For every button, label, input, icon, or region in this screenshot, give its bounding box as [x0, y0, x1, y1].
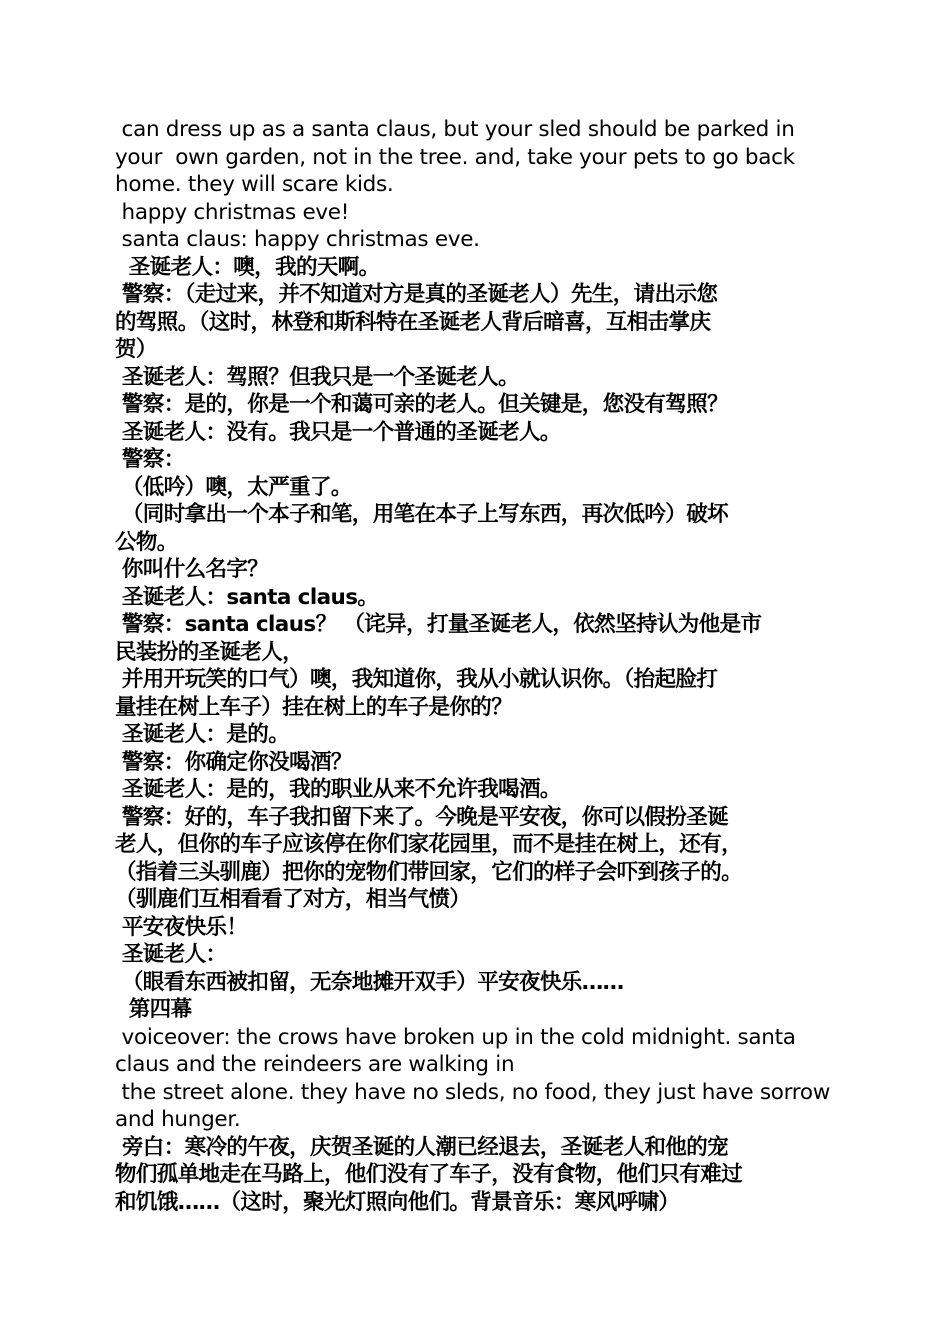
text-line: 警察：santa claus？ （诧异，打量圣诞老人，依然坚持认为他是市 — [115, 612, 762, 637]
text-line: your own garden, not in the tree. and, take your pets to go back — [115, 144, 795, 170]
text-line: 你叫什么名字？ — [115, 557, 269, 582]
document-page — [115, 116, 845, 1216]
text-line: 的驾照。（这时，林登和斯科特在圣诞老人背后暗喜，互相击掌庆 — [115, 309, 711, 335]
text-line: voiceover: the crows have broken up in the cold midnight. santa — [115, 1024, 796, 1050]
text-line: （驯鹿们互相看看了对方，相当气愤） — [115, 887, 471, 912]
text-line: claus and the reindeers are walking in — [115, 1052, 515, 1077]
text-line: 圣诞老人：噢，我的天啊。 — [115, 254, 380, 280]
text-line: 圣诞老人：santa claus。 — [115, 584, 379, 610]
text-line: 物们孤单地走在马路上，他们没有了车子，没有食物，他们只有难过 — [115, 1162, 743, 1187]
text-line: 平安夜快乐！ — [115, 914, 248, 940]
text-line: （低吟）噢，太严重了。 — [115, 474, 352, 500]
text-line: and hunger. — [115, 1107, 241, 1132]
text-line: the street alone. they have no sleds, no food, they just have sorrow — [115, 1079, 830, 1105]
text-line: home. they will scare kids. — [115, 172, 394, 197]
text-line: 民装扮的圣诞老人， — [115, 639, 304, 665]
text-line: 圣诞老人：驾照？但我只是一个圣诞老人。 — [115, 364, 519, 390]
text-line: 警察：（走过来，并不知道对方是真的圣诞老人）先生，请出示您 — [115, 282, 718, 307]
text-line: 贺） — [115, 337, 157, 362]
text-line: （眼看东西被扣留，无奈地摊开双手）平安夜快乐…… — [115, 969, 624, 995]
text-line: happy christmas eve! — [115, 199, 350, 225]
text-line: 量挂在树上车子）挂在树上的车子是你的？ — [115, 694, 513, 720]
text-line: 圣诞老人： — [115, 942, 227, 967]
text-line: 并用开玩笑的口气）噢，我知道你，我从小就认识你。（抬起脸打 — [115, 667, 718, 692]
text-line: 警察：好的，车子我扣留下来了。今晚是平安夜，你可以假扮圣诞 — [115, 804, 728, 830]
text-line: 第四幕 — [115, 997, 192, 1022]
text-line: 老人，但你的车子应该停在你们家花园里，而不是挂在树上，还有， — [115, 832, 743, 857]
text-line: can dress up as a santa claus, but your sled should be parked in — [115, 117, 795, 142]
text-line: 圣诞老人：没有。我只是一个普通的圣诞老人。 — [115, 419, 561, 445]
text-line: 圣诞老人：是的，我的职业从来不允许我喝酒。 — [115, 777, 561, 802]
text-line: 旁白：寒冷的午夜，庆贺圣诞的人潮已经退去，圣诞老人和他的宠 — [115, 1134, 728, 1160]
text-line: 警察： — [115, 447, 185, 472]
text-line: （同时拿出一个本子和笔，用笔在本子上写东西，再次低吟）破坏 — [115, 502, 728, 527]
text-line: （指着三头驯鹿）把你的宠物们带回家，它们的样子会吓到孩子的。 — [115, 859, 743, 885]
text-line: 圣诞老人：是的。 — [115, 722, 290, 747]
text-line: 警察：你确定你没喝酒？ — [115, 749, 352, 775]
text-line: 和饥饿……（这时，聚光灯照向他们。背景音乐：寒风呼啸） — [115, 1189, 680, 1215]
text-line: 公物。 — [115, 529, 178, 555]
text-line: 警察：是的，你是一个和蔼可亲的老人。但关键是，您没有驾照？ — [115, 392, 728, 417]
text-line: santa claus: happy christmas eve. — [115, 227, 480, 252]
